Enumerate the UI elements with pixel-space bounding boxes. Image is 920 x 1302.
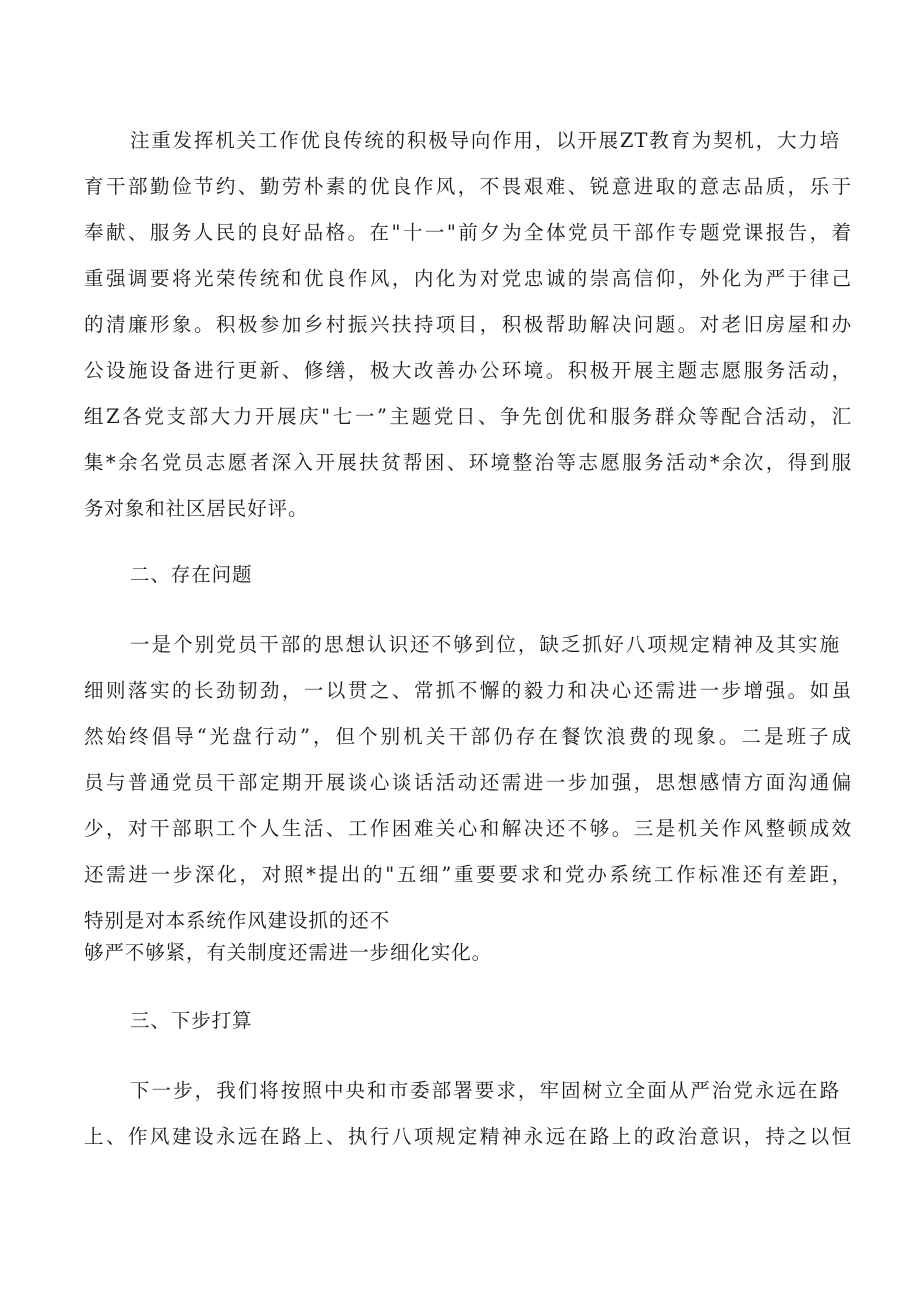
section-heading-next-steps: 三、下步打算 [130,1009,253,1032]
paragraph-2-line-1: 一是个别党员干部的思想认识还不够到位，缺乏抓好八项规定精神及其实施 [130,633,840,656]
paragraph-1-line-6: 公设施设备进行更新、修缮，极大改善办公环境。积极开展主题志愿服务活动， [84,359,852,382]
paragraph-1-line-8: 集*余名党员志愿者深入开展扶贫帮困、环境整治等志愿服务活动*余次，得到服 [84,451,852,474]
paragraph-3-line-2: 上、作风建设永远在路上、执行八项规定精神永远在路上的政治意识，持之以恒 [84,1125,852,1148]
paragraph-2-line-7: 特别是对本系统作风建设抓的还不 [84,909,391,932]
paragraph-1-line-4: 重强调要将光荣传统和优良作风，内化为对党忠诚的崇高信仰，外化为严于律己 [84,267,852,290]
paragraph-1-line-9: 务对象和社区居民好评。 [84,497,309,520]
paragraph-1-line-2: 育干部勤俭节约、勤劳朴素的优良作风，不畏艰难、锐意进取的意志品质，乐于 [84,175,852,198]
paragraph-2-line-5: 少，对干部职工个人生活、工作困难关心和解决还不够。三是机关作风整顿成效 [84,817,852,840]
paragraph-1-line-5: 的清廉形象。积极参加乡村振兴扶持项目，积极帮助解决问题。对老旧房屋和办 [84,313,852,336]
paragraph-2-line-4: 员与普通党员干部定期开展谈心谈话活动还需进一步加强，思想感情方面沟通偏 [84,771,852,794]
paragraph-1-line-7: 组Z各党支部大力开展庆"七一”主题党日、争先创优和服务群众等配合活动，汇 [84,405,852,428]
paragraph-2-line-8: 够严不够紧，有关制度还需进一步细化实化。 [84,941,493,964]
paragraph-2-line-2: 细则落实的长劲韧劲，一以贯之、常抓不懈的毅力和决心还需进一步增强。如虽 [84,679,852,702]
paragraph-2-line-6: 还需进一步深化，对照*提出的"五细”重要要求和党办系统工作标准还有差距， [84,863,852,886]
section-heading-problems: 二、存在问题 [130,563,253,586]
paragraph-1-line-3: 奉献、服务人民的良好品格。在"十一"前夕为全体党员干部作专题党课报告，着 [84,221,852,244]
paragraph-1-line-1: 注重发挥机关工作优良传统的积极导向作用，以开展ZT教育为契机，大力培 [130,129,840,152]
paragraph-2-line-3: 然始终倡导“光盘行动”，但个别机关干部仍存在餐饮浪费的现象。二是班子成 [84,725,852,748]
paragraph-3-line-1: 下一步，我们将按照中央和市委部署要求，牢固树立全面从严治党永远在路 [130,1079,840,1102]
